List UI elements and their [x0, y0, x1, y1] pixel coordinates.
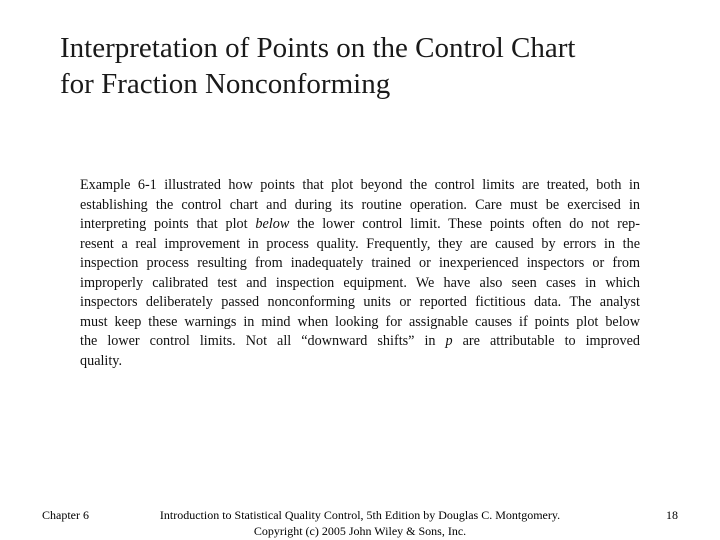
- paragraph-text: are attributable to improved: [452, 333, 640, 349]
- paragraph-text: the lower control limit. These points often do not rep-: [289, 216, 640, 232]
- footer-chapter: Chapter 6: [42, 508, 89, 522]
- emphasis-p: p: [445, 333, 453, 349]
- slide-title-line-1: Interpretation of Points on the Control Chart: [60, 32, 576, 64]
- paragraph-text: interpreting points that plot: [80, 216, 256, 232]
- emphasis-below: below: [255, 216, 290, 232]
- page-number: 18: [666, 508, 678, 522]
- slide-title-line-2: for Fraction Nonconforming: [60, 68, 391, 100]
- paragraph-line: [80, 332, 640, 352]
- paragraph-text: the lower control limits. Not all “downward shifts” in: [80, 333, 446, 349]
- body-paragraph: [80, 176, 640, 371]
- paragraph-line: must keep these warnings in mind when looking for assignable causes if points plot below: [80, 313, 640, 330]
- slide-title: [60, 30, 700, 102]
- paragraph-line: establishing the control chart and during its routine operation. Care must be exercised in: [80, 196, 640, 213]
- paragraph-line: resent a real improvement in process quality. Frequently, they are caused by errors in the: [80, 235, 640, 252]
- paragraph-line: inspection process resulting from inadequately trained or inexperienced inspectors or from: [80, 255, 640, 271]
- paragraph-line: inspectors deliberately passed nonconforming units or reported fictitious data. The analyst: [80, 294, 640, 310]
- footer-source: [140, 507, 580, 539]
- paragraph-line: [80, 215, 640, 235]
- footer-source-line-2: Copyright (c) 2005 John Wiley & Sons, Inc.: [253, 524, 467, 538]
- paragraph-line: improperly calibrated test and inspection equipment. We have also seen cases in which: [80, 274, 640, 291]
- paragraph-line: Example 6-1 illustrated how points that plot beyond the control limits are treated, both in: [80, 177, 640, 193]
- paragraph-line: quality.: [80, 352, 123, 369]
- footer-source-line-1: Introduction to Statistical Quality Control, 5th Edition by Douglas C. Montgomery.: [159, 508, 561, 522]
